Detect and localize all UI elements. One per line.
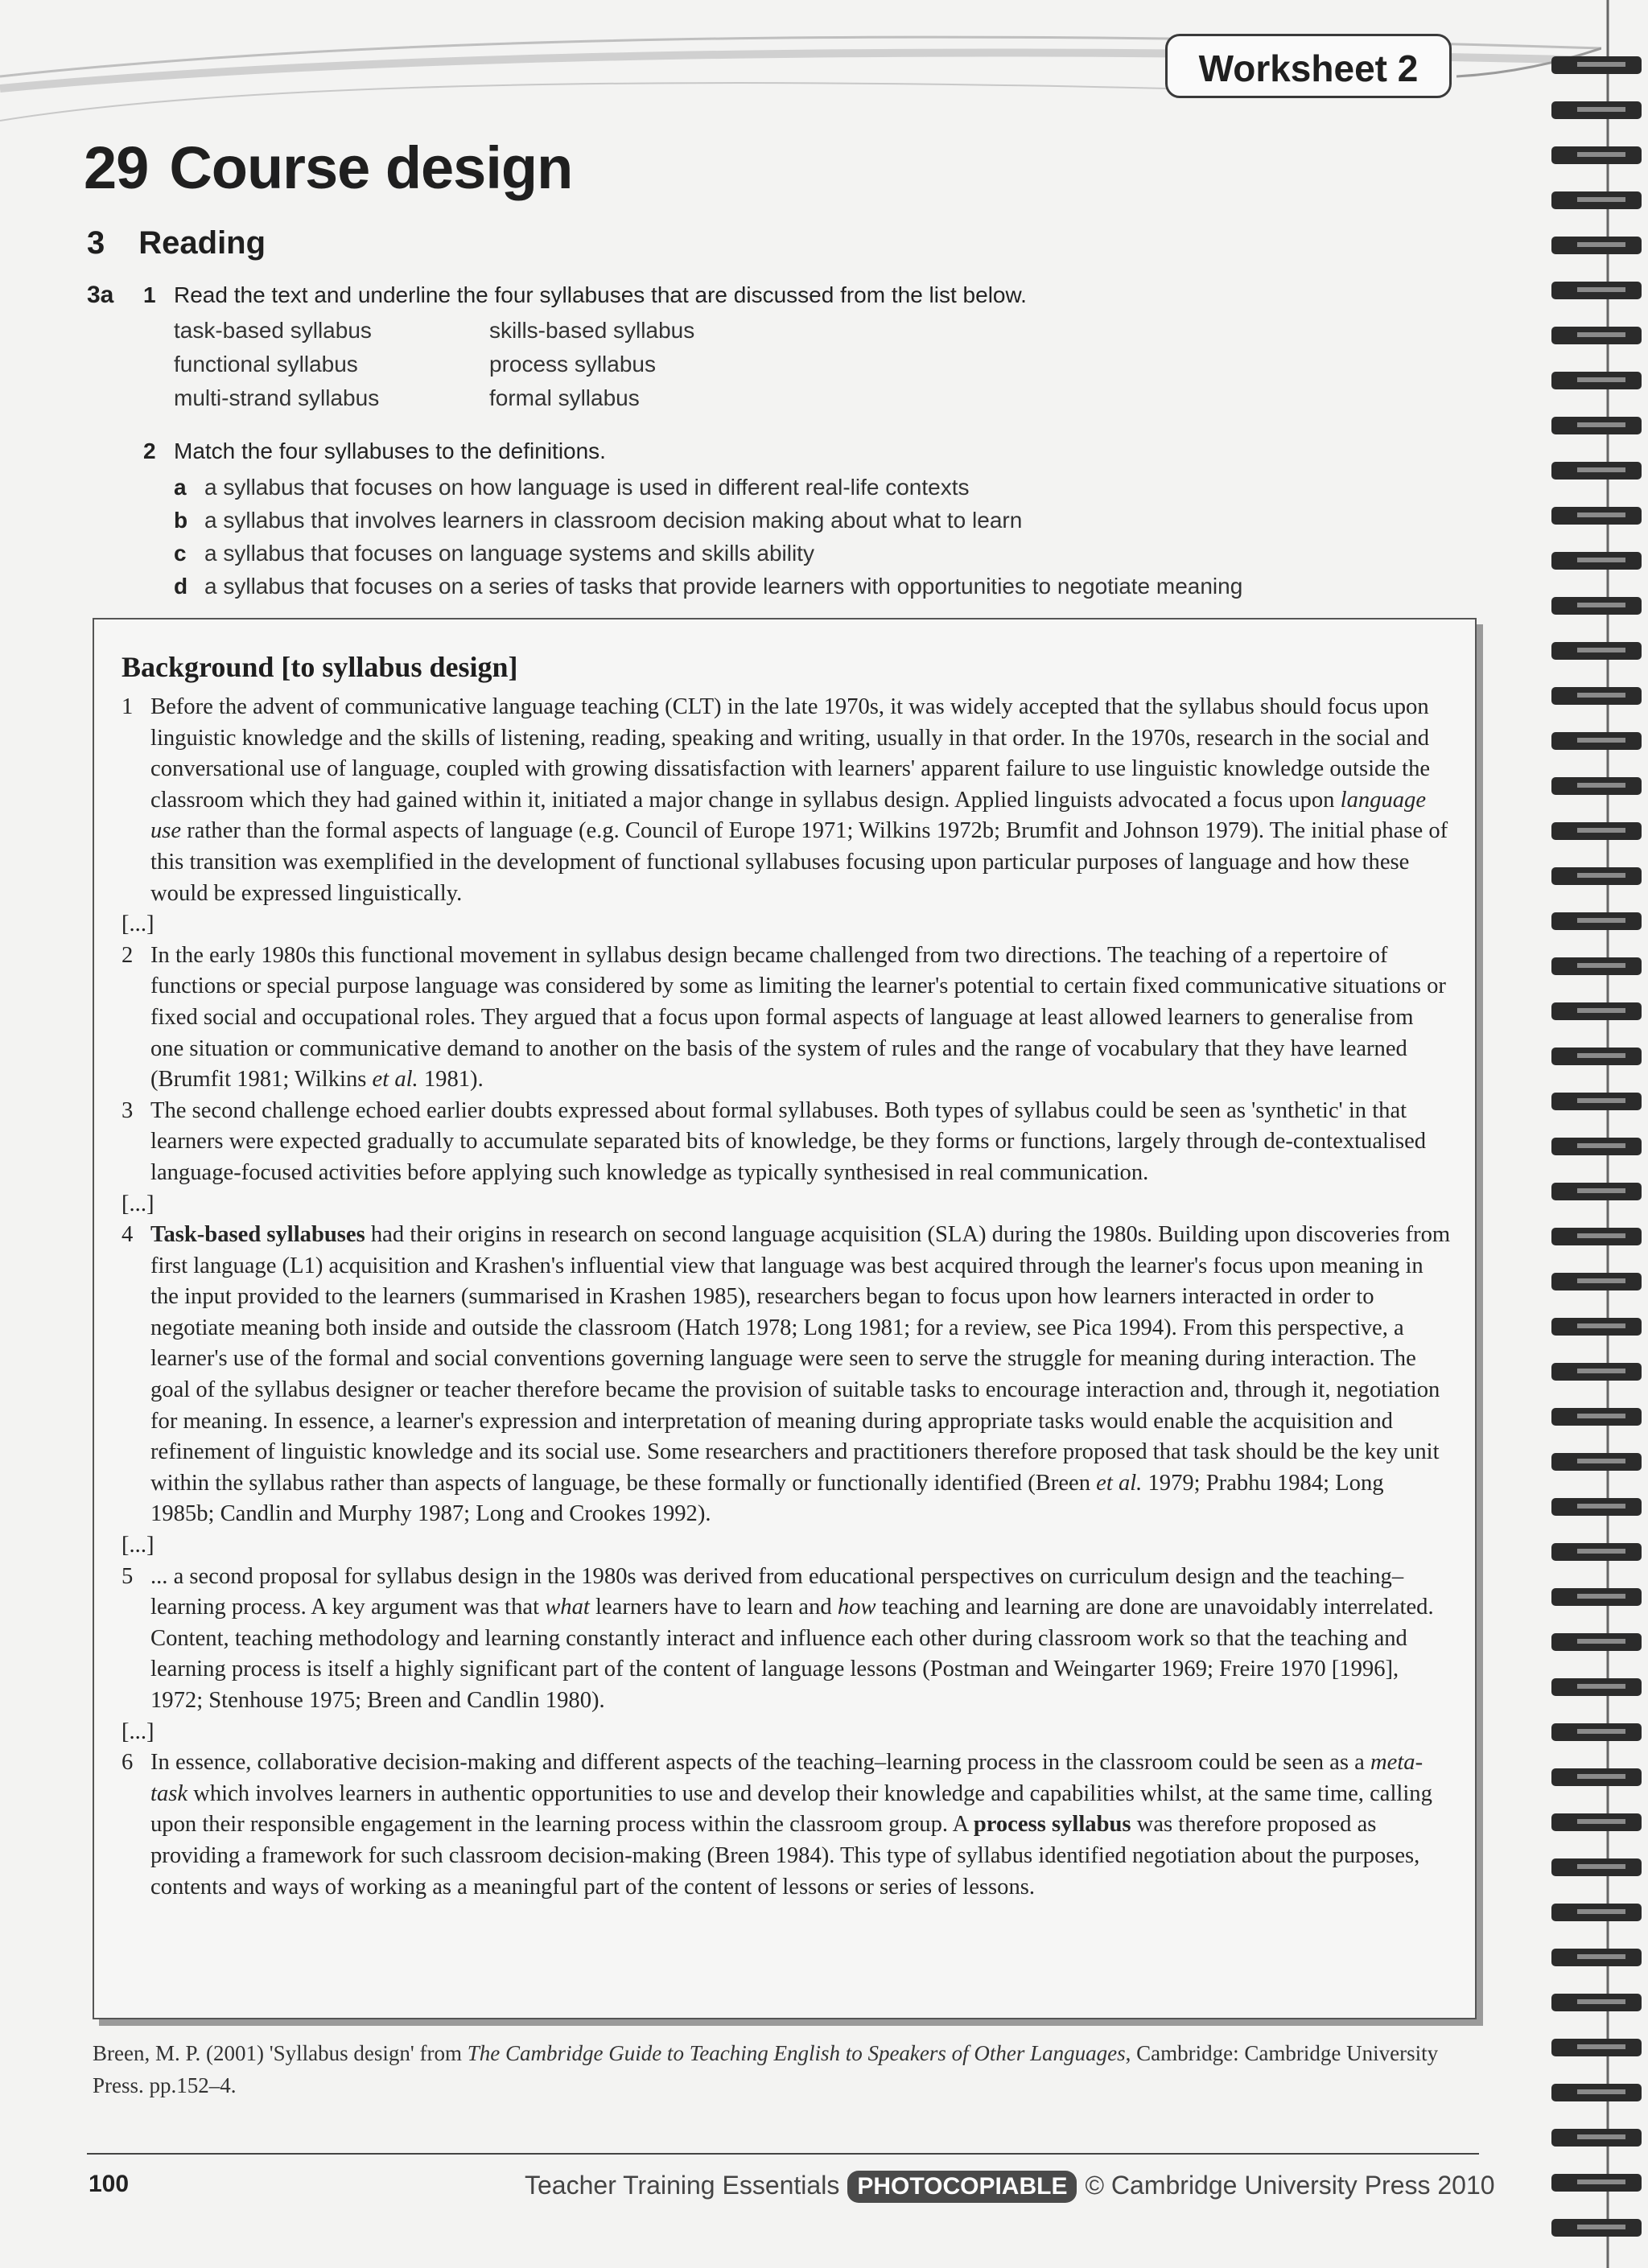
- paragraph-number: 6: [122, 1750, 134, 1776]
- book-title: Teacher Training Essentials: [525, 2171, 840, 2200]
- binding-ring-highlight: [1577, 783, 1625, 788]
- binding-ring-highlight: [1577, 1639, 1625, 1644]
- worksheet-tab: Worksheet 2: [1165, 34, 1452, 98]
- paragraph-3: 3 The second challenge echoed earlier doubts expressed about formal syllabuses. Both types of syllabus could be seen as 'synthetic' in that learners were expected gradually to accumulate separated bits of knowledge, be they forms or functions, largely through de-contextualised language-focused activities before applying such knowledge as typically synthesised in real communication.: [122, 1096, 1451, 1189]
- paragraph-5: 5 ... a second proposal for syllabus design in the 1980s was derived from educational perspectives on curriculum design and the teaching–learning process. A key argument was that what learners have to learn and how teaching and learning are done are unavoidably interrelated. Content, teaching methodology and learning constantly interact and influence each other during classroom work so that the teaching and learning process is itself a highly significant part of the content of language lessons (Postman and Weingarter 1969; Freire 1970 [1996], 1972; Stenhouse 1975; Breen and Candlin 1980).: [122, 1562, 1451, 1717]
- binding-ring-highlight: [1577, 2134, 1625, 2139]
- binding-ring-highlight: [1577, 1369, 1625, 1373]
- binding-ring-highlight: [1577, 1278, 1625, 1283]
- binding-ring-highlight: [1577, 2044, 1625, 2049]
- syllabus-option: process syllabus: [489, 352, 656, 377]
- question-1-number: 1: [143, 282, 156, 307]
- page-number: 100: [89, 2171, 130, 2197]
- binding-ring-highlight: [1577, 1188, 1625, 1193]
- paragraph-1: 1 Before the advent of communicative language teaching (CLT) in the late 1970s, it was widely accepted that the syllabus should focus upon linguistic knowledge and the skills of listening, reading, speaking and writing, usually in that order. In the 1970s, research in the social and conversational use of language, coupled with growing dissatisfaction with learners' apparent failure to use linguistic knowledge outside the classroom which they had gained within it, initiated a major change in syllabus design. Applied linguists advocated a focus upon language use rather than the formal aspects of language (e.g. Council of Europe 1971; Wilkins 1972b; Brumfit and Johnson 1979). The initial phase of this transition was exemplified in the development of functional syllabuses focusing upon particular purposes of language and how these would be expressed linguistically.: [122, 692, 1451, 909]
- paragraph-number: 3: [122, 1097, 134, 1123]
- section-heading: [87, 225, 266, 261]
- binding-ring-highlight: [1577, 1233, 1625, 1238]
- binding-ring-highlight: [1577, 648, 1625, 652]
- text-box-title: Background [to syllabus design]: [122, 651, 518, 683]
- paragraph-4: 4 Task-based syllabuses had their origins in research on second language acquisition (SLA) during the 1980s. Building upon discoveries from first language (L1) acquisition and Krashen's influential view that language was best acquired through the learner's focus upon meaning in the input provided to the learners (summarised in Krashen 1985), researchers began to focus upon how learners interacted in order to negotiate meaning both inside and outside the classroom (Hatch 1978; Long 1981; for a review, see Pica 1994). From this perspective, a learner's use of the formal and social conventions governing language were seen to serve the struggle for meaning during interaction. The goal of the syllabus designer or teacher therefore became the provision of suitable tasks to encourage interaction and, through it, negotiation for meaning. In essence, a learner's expression and interpretation of meaning during appropriate tasks would enable the acquisition and refinement of linguistic knowledge and its social use. Some researchers and practitioners therefore proposed that task should be the key unit within the syllabus rather than aspects of language, be these formally or functionally identified (Breen et al. 1979; Prabhu 1984; Long 1985b; Candlin and Murphy 1987; Long and Crookes 1992).: [122, 1220, 1451, 1530]
- syllabus-option: skills-based syllabus: [489, 318, 695, 343]
- binding-ring-highlight: [1577, 1594, 1625, 1599]
- exercise-label: 3a: [87, 282, 114, 308]
- binding-ring-highlight: [1577, 1053, 1625, 1058]
- syllabus-option: task-based syllabus: [174, 318, 372, 343]
- binding-ring-highlight: [1577, 2180, 1625, 2184]
- syllabus-option: functional syllabus: [174, 352, 358, 377]
- unit-title: Course design: [169, 134, 573, 201]
- binding-ring-highlight: [1577, 918, 1625, 923]
- binding-ring-highlight: [1577, 693, 1625, 698]
- paragraph-number: 4: [122, 1222, 134, 1248]
- binding-ring-highlight: [1577, 152, 1625, 157]
- footer-divider: [87, 2153, 1479, 2155]
- ellipsis: [...]: [122, 912, 154, 937]
- question-2-text: Match the four syllabuses to the definitions.: [174, 438, 606, 463]
- source-citation: Breen, M. P. (2001) 'Syllabus design' from The Cambridge Guide to Teaching English to Speakers of Other Languages, Cambridge: Cambridge University Press. pp.152–4.: [93, 2041, 1439, 2097]
- section-number: 3: [87, 225, 105, 261]
- paragraph-number: 5: [122, 1563, 134, 1589]
- question-1-text: Read the text and underline the four syllabuses that are discussed from the list below.: [174, 282, 1027, 307]
- binding-ring-highlight: [1577, 422, 1625, 427]
- binding-ring-highlight: [1577, 1008, 1625, 1013]
- binding-ring-highlight: [1577, 1864, 1625, 1869]
- definition-letter: b: [174, 508, 188, 533]
- binding-ring-highlight: [1577, 62, 1625, 67]
- definition-letter: a: [174, 475, 187, 500]
- binding-ring-highlight: [1577, 107, 1625, 112]
- paragraph-number: 2: [122, 942, 134, 968]
- binding-ring-highlight: [1577, 1999, 1625, 2004]
- ellipsis: [...]: [122, 1718, 154, 1744]
- definition-text: a syllabus that focuses on a series of tasks that provide learners with opportunities to negotiate meaning: [204, 574, 1243, 599]
- binding-ring-highlight: [1577, 2225, 1625, 2229]
- binding-ring-highlight: [1577, 1549, 1625, 1554]
- footer-credit: [525, 2171, 1495, 2203]
- binding-ring-highlight: [1577, 1098, 1625, 1103]
- binding-ring-highlight: [1577, 828, 1625, 833]
- binding-ring-highlight: [1577, 1729, 1625, 1734]
- binding-ring-highlight: [1577, 1774, 1625, 1779]
- paragraph-2: 2 In the early 1980s this functional movement in syllabus design became challenged from two directions. The teaching of a repertoire of functions or special purpose language was considered by some as limiting the learner's potential to certain fixed communicative situations or fixed social and occupational roles. They argued that a focus upon formal aspects of language at least allowed learners to generalise from one situation or communicative demand to another on the basis of the system of rules and the range of vocabulary that they have learned (Brumfit 1981; Wilkins et al. 1981).: [122, 941, 1451, 1096]
- binding-ring-highlight: [1577, 1684, 1625, 1689]
- reading-text-box: [93, 618, 1477, 2019]
- binding-ring-highlight: [1577, 738, 1625, 743]
- paragraph-number: 1: [122, 694, 134, 719]
- photocopiable-badge: PHOTOCOPIABLE: [847, 2171, 1077, 2203]
- binding-ring-highlight: [1577, 1323, 1625, 1328]
- binding-ring-highlight: [1577, 1459, 1625, 1463]
- unit-number: 29: [84, 134, 149, 201]
- binding-ring-highlight: [1577, 197, 1625, 202]
- binding-ring-highlight: [1577, 377, 1625, 382]
- paragraph-6: 6 In essence, collaborative decision-making and different aspects of the teaching–learning process in the classroom could be seen as a meta-task which involves learners in authentic opportunities to use and develop their knowledge and capabilities whilst, at the same time, calling upon their responsible engagement in the learning process within the classroom group. A process syllabus was therefore proposed as providing a framework for such classroom decision-making (Breen 1984). This type of syllabus identified negotiation about the purposes, contents and ways of working as a meaningful part of the content of lessons or series of lessons.: [122, 1747, 1451, 1903]
- binding-ring-highlight: [1577, 963, 1625, 968]
- binding-ring-highlight: [1577, 242, 1625, 247]
- definition-text: a syllabus that involves learners in classroom decision making about what to learn: [204, 508, 1023, 533]
- ellipsis: [...]: [122, 1533, 154, 1558]
- definition-letter: c: [174, 541, 187, 566]
- page-title: [84, 134, 572, 202]
- binding-ring-highlight: [1577, 1909, 1625, 1914]
- binding-ring-highlight: [1577, 2089, 1625, 2094]
- syllabus-option: formal syllabus: [489, 385, 640, 410]
- binding-ring-highlight: [1577, 332, 1625, 337]
- spiral-binding: [1545, 0, 1648, 2268]
- binding-ring-highlight: [1577, 873, 1625, 878]
- ellipsis: [...]: [122, 1191, 154, 1216]
- copyright-text: © Cambridge University Press 2010: [1085, 2171, 1495, 2200]
- binding-ring-highlight: [1577, 467, 1625, 472]
- binding-ring-highlight: [1577, 512, 1625, 517]
- binding-ring-highlight: [1577, 1954, 1625, 1959]
- definition-text: a syllabus that focuses on how language is used in different real-life contexts: [204, 475, 970, 500]
- question-2-number: 2: [143, 438, 156, 463]
- definition-text: a syllabus that focuses on language systems and skills ability: [204, 541, 814, 566]
- binding-ring-highlight: [1577, 558, 1625, 562]
- syllabus-option: multi-strand syllabus: [174, 385, 380, 410]
- binding-ring-highlight: [1577, 1504, 1625, 1509]
- binding-ring-highlight: [1577, 1819, 1625, 1824]
- definition-letter: d: [174, 574, 188, 599]
- binding-ring-highlight: [1577, 603, 1625, 607]
- section-title: Reading: [138, 225, 266, 261]
- binding-ring-highlight: [1577, 287, 1625, 292]
- binding-ring-highlight: [1577, 1143, 1625, 1148]
- binding-ring-highlight: [1577, 1414, 1625, 1418]
